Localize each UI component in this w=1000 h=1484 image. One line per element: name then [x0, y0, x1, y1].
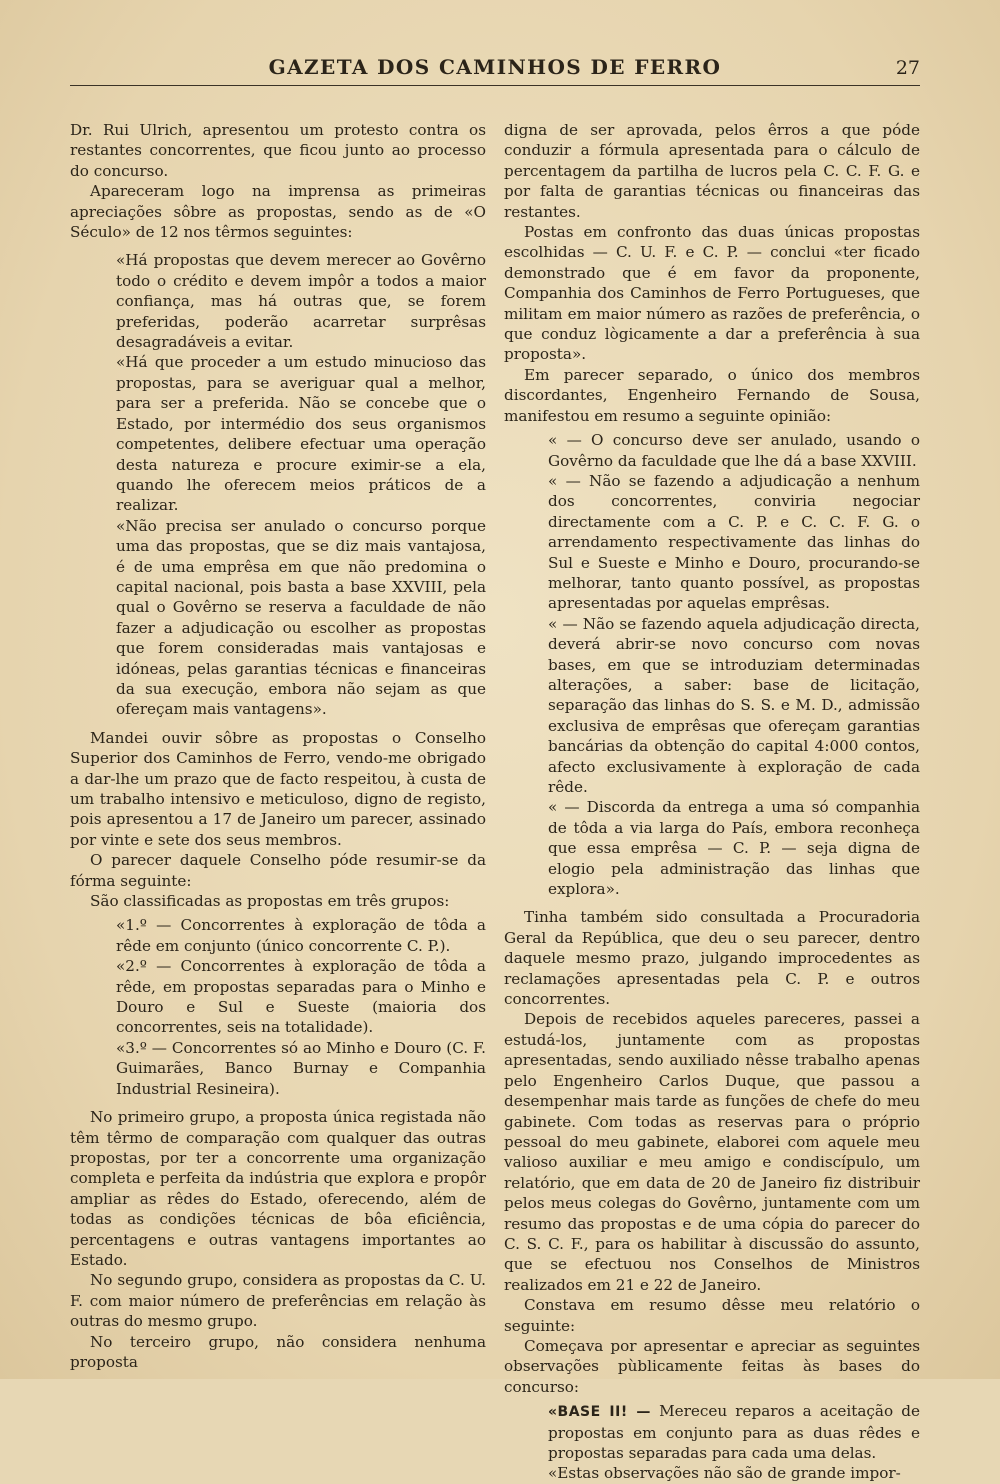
paragraph: Tinha também sido consultada a Procuradoria Geral da República, que deu o seu parecer, dentro daquele mesmo prazo, julgando improcedentes as reclamações apresentadas pela C. P. e outros concorrentes. [504, 908, 920, 1009]
right-column [504, 120, 920, 1484]
paragraph: Mandei ouvir sôbre as propostas o Conselho Superior dos Caminhos de Ferro, vendo-me obrigado a dar-lhe um prazo que de facto respeitou, à custa de um trabalho intensivo e meticuloso, digno de registo, pois apresentou a 17 de Janeiro um parecer, assinado por vinte e sete dos seus membros. [70, 728, 486, 849]
quote-paragraph: « — Não se fazendo aquela adjudicação directa, deverá abrir-se novo concurso com novas bases, em que se introduziam determinadas alterações, a saber: base de licitação, separação das linhas do S. S. e M. D., admissão exclusiva de emprêsas que ofereçam garantias bancárias da obtenção do capital 4:000 contos, afecto exclusivamente à exploração de cada rêde. [548, 614, 920, 796]
paragraph: No primeiro grupo, a proposta única registada não têm têrmo de comparação com qualquer das outras propostas, por ter a concorrente uma organização completa e perfeita da indústria que explora e propôr ampliar as rêdes do Estado, oferecendo, além de todas as condições técnicas de bôa eficiência, percentagens e outras vantagens importantes ao Estado. [70, 1108, 486, 1269]
paragraph: digna de ser aprovada, pelos êrros a que póde conduzir a fórmula apresentada para o cálculo de percentagem da partilha de lucros pela C. C. F. G. e por falta de garantias técnicas ou financeiras das restantes. [504, 121, 920, 221]
quote-paragraph: «Não precisa ser anulado o concurso porque uma das propostas, que se diz mais vantajosa, é de uma emprêsa em que não predomina o capital nacional, pois basta a base XXVIII, pela qual o Govêrno se reserva a faculdade de não fazer a adjudicação ou escolher as propostas que forem consideradas mais vantajosas e idóneas, pelas garantias técnicas e financeiras da sua execução, embora não sejam as que ofereçam mais vantagens». [116, 516, 486, 719]
paragraph: Apareceram logo na imprensa as primeiras apreciações sôbre as propostas, sendo as de «O Século» de 12 nos têrmos seguintes: [70, 182, 486, 242]
quote-paragraph: «Há que proceder a um estudo minucioso das propostas, para se averiguar qual a melhor, para ser a preferida. Não se concebe que o Estado, por intermédio dos seus organismos competentes, delibere efectuar uma operação desta natureza e procure eximir-se a ela, quando lhe oferecem meios práticos de a realizar. [116, 353, 486, 515]
paragraph: No terceiro grupo, não considera nenhuma proposta [70, 1332, 486, 1371]
quote-paragraph: « — Não se fazendo a adjudicação a nenhum dos concorrentes, conviria negociar directamente com a C. P. e C. C. F. G. o arrendamento respectivamente das linhas do Sul e Sueste e Minho e Douro, procurando-se melhorar, tanto quanto possível, as propostas apresentadas por aquelas emprêsas. [548, 471, 920, 613]
paragraph: Depois de recebidos aqueles pareceres, passei a estudá-los, juntamente com as propostas apresentadas, sendo auxiliado nêsse trabalho apenas pelo Engenheiro Carlos Duque, que passou a desempenhar mais tarde as funções de chefe do meu gabinete. Com todas as reservas para o próprio pessoal do meu gabinete, elaborei com aquele meu valioso auxiliar e meu amigo e condiscípulo, um relatório, que em data de 20 de Janeiro fiz distribuir pelos meus colegas do Govêrno, juntamente com um resumo das propostas e de uma cópia do parecer do C. S. C. F., para os habilitar à discussão do assunto, que se efectuou nos Conselhos de Ministros realizados em 21 e 22 de Janeiro. [504, 1010, 920, 1294]
quote-paragraph: «Estas observações não são de grande impor- [548, 1464, 901, 1483]
paragraph: Constava em resumo dêsse meu relatório o seguinte: [504, 1296, 920, 1335]
paragraph: O parecer daquele Conselho póde resumir-se da fórma seguinte: [70, 851, 486, 890]
left-column [70, 120, 486, 1372]
publication-title: GAZETA DOS CAMINHOS DE FERRO [268, 55, 722, 79]
quote-paragraph: «2.º — Concorrentes à exploração de tôda a rêde, em propostas separadas para o Minho e Douro e Sul e Sueste (maioria dos concorrentes, seis na totalidade). [116, 957, 486, 1037]
quote-paragraph: « — Discorda da entrega a uma só companhia de tôda a via larga do País, embora reconheça que essa emprêsa — C. P. — seja digna de elogio pela administração das linhas que explora». [548, 798, 920, 899]
base-quote-paragraph [548, 1401, 920, 1463]
page-header [70, 55, 920, 86]
quote-paragraph: «Há propostas que devem merecer ao Govêrno todo o crédito e devem impôr a todos a maior confiança, mas há outras que, se forem preferidas, poderão acarretar surprêsas desagradáveis a evitar. [116, 251, 486, 352]
paragraph: Em parecer separado, o único dos membros discordantes, Engenheiro Fernando de Sousa, manifestou em resumo a seguinte opinião: [504, 365, 920, 425]
quote-paragraph: « — O concurso deve ser anulado, usando o Govêrno da faculdade que lhe dá a base XXVIII. [548, 431, 920, 470]
base-label: «BASE II! — [548, 1404, 651, 1421]
quote-paragraph: «1.º — Concorrentes à exploração de tôda a rêde em conjunto (único concorrente C. P.). [116, 916, 486, 955]
paragraph: São classificadas as propostas em três grupos: [90, 892, 450, 911]
base-text: Mereceu reparos a aceitação de propostas em conjunto para as duas rêdes e propostas separadas para cada uma delas. [548, 1402, 920, 1462]
paragraph: Postas em confronto das duas únicas propostas escolhidas — C. U. F. e C. P. — conclui «ter ficado demonstrado que é em favor da proponente, Companhia dos Caminhos de Ferro Portugueses, que militam em maior número as razões de preferência, o que conduz lògicamente a dar a preferência à sua proposta». [504, 223, 920, 364]
paragraph: Dr. Rui Ulrich, apresentou um protesto contra os restantes concorrentes, que ficou junto ao processo do concurso. [70, 121, 486, 180]
paragraph: Começava por apresentar e apreciar as seguintes observações pùblicamente feitas às bases do concurso: [504, 1336, 920, 1396]
page-number: 27 [895, 57, 920, 79]
quote-paragraph: «3.º — Concorrentes só ao Minho e Douro (C. F. Guimarães, Banco Burnay e Companhia Industrial Resineira). [116, 1038, 486, 1098]
paragraph: No segundo grupo, considera as propostas da C. U. F. com maior número de preferências em relação às outras do mesmo grupo. [70, 1271, 486, 1331]
